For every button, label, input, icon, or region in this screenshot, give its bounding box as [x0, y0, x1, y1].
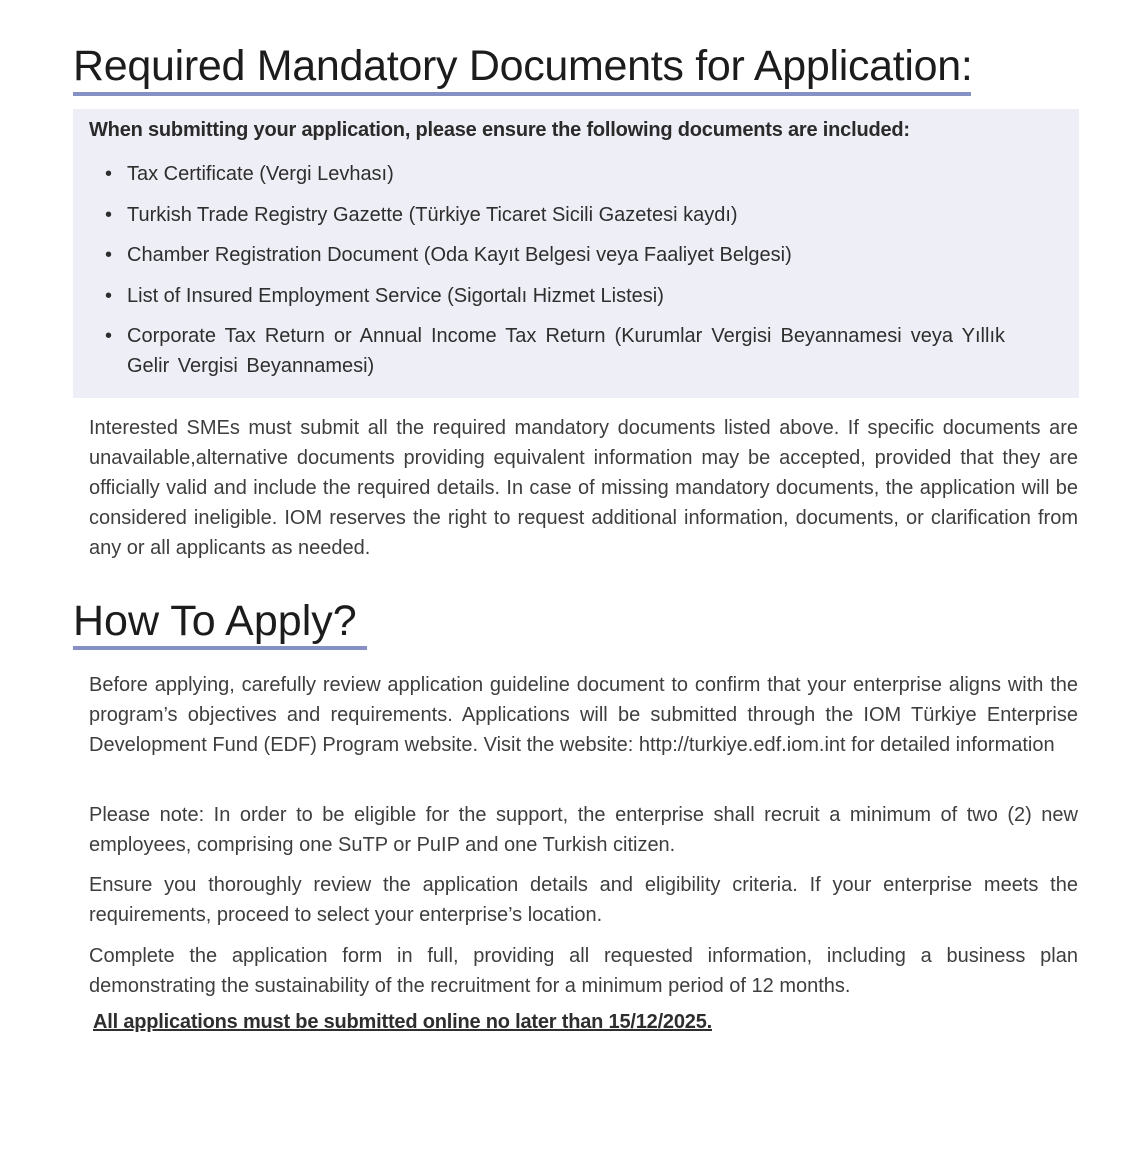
required-documents-heading: Required Mandatory Documents for Application:	[73, 40, 971, 96]
apply-paragraph-form: Complete the application form in full, providing all requested information, including a business plan demonstrating the sustainability of the recruitment for a minimum period of 12 months.	[89, 945, 1078, 997]
apply-paragraph-review: Ensure you thoroughly review the application details and eligibility criteria. If your enterprise meets the requirements, proceed to select your enterprise’s location.	[89, 874, 1078, 926]
mandatory-documents-note: Interested SMEs must submit all the required mandatory documents listed above. If specific documents are unavailable,alternative documents providing equivalent information may be accepted, provided that they are officially valid and include the required details. In case of missing mandatory documents, the application will be considered ineligible. IOM reserves the right to request additional information, documents, or clarification from any or all applicants as needed.	[89, 417, 1078, 559]
document-label: List of Insured Employment Service (Sigortalı Hizmet Listesi)	[127, 284, 664, 307]
apply-paragraph-eligibility-note: Please note: In order to be eligible for the support, the enterprise shall recruit a minimum of two (2) new employees, comprising one SuTP or PuIP and one Turkish citizen.	[89, 804, 1078, 856]
required-documents-box	[73, 109, 1079, 398]
bullet-icon: •	[105, 203, 113, 226]
apply-paragraph-guideline: Before applying, carefully review application guideline document to confirm that your enterprise aligns with the program’s objectives and requirements. Applications will be submitted through the IOM Türkiye Enterprise Development Fund (EDF) Program website. Visit the website: http://turkiye.edf.iom.int for detailed information	[89, 674, 1078, 756]
bullet-icon: •	[105, 244, 113, 266]
document-label: Corporate Tax Return or Annual Income Tax Return (Kurumlar Vergisi Beyannamesi veya Yıllık Gelir Vergisi Beyannamesi)	[127, 325, 1005, 377]
document-item	[105, 159, 1005, 189]
documents-intro: When submitting your application, please ensure the following documents are included:	[89, 119, 910, 141]
document-label: Tax Certificate (Vergi Levhası)	[127, 163, 394, 185]
bullet-icon: •	[105, 325, 113, 347]
bullet-icon: •	[105, 284, 113, 307]
how-to-apply-heading: How To Apply?	[73, 596, 367, 650]
bullet-icon: •	[105, 163, 113, 185]
document-label: Chamber Registration Document (Oda Kayıt Belgesi veya Faaliyet Belgesi)	[127, 244, 792, 266]
documents-list	[105, 159, 1005, 392]
document-item	[105, 281, 1005, 311]
document-item	[105, 200, 1005, 230]
document-item	[105, 321, 1005, 381]
document-item	[105, 240, 1005, 270]
deadline-notice: All applications must be submitted online no later than 15/12/2025.	[93, 1011, 712, 1033]
document-label: Turkish Trade Registry Gazette (Türkiye Ticaret Sicili Gazetesi kaydı)	[127, 203, 738, 226]
